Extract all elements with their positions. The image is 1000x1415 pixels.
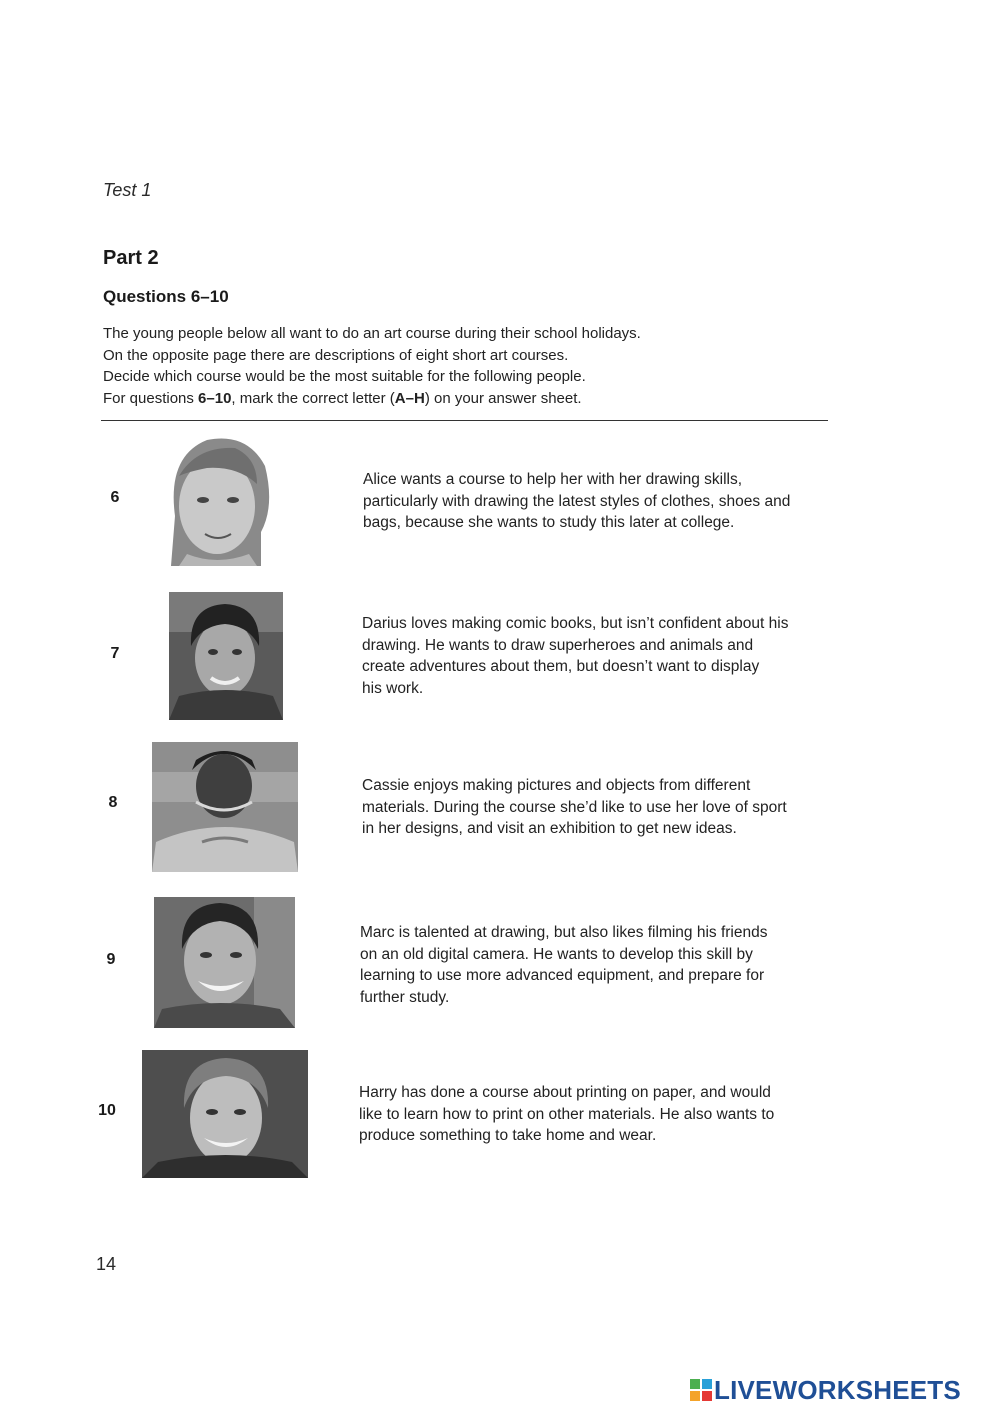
instruction-line: Decide which course would be the most suitable for the following people. <box>103 368 586 385</box>
description-harry <box>359 1082 829 1147</box>
description-line: learning to use more advanced equipment, and prepare for <box>360 967 765 984</box>
liveworksheets-brand[interactable] <box>690 1376 961 1404</box>
person-photo-cassie <box>152 742 298 872</box>
instruction-text: ) on your answer sheet. <box>424 389 582 407</box>
description-line: bags, because she wants to study this later at college. <box>363 514 735 531</box>
description-line: like to learn how to print on other materials. He also wants to <box>359 1105 775 1123</box>
description-line: on an old digital camera. He wants to develop this skill by <box>360 945 753 963</box>
description-line: further study. <box>360 988 450 1006</box>
person-photo-alice <box>157 436 273 566</box>
instruction-text: , mark the correct letter ( <box>231 389 395 407</box>
description-darius <box>362 613 832 699</box>
description-line: Harry has done a course about printing on paper, and would <box>359 1084 771 1101</box>
description-line: Alice wants a course to help her with her drawing skills, <box>363 471 743 488</box>
question-number: 7 <box>110 645 120 662</box>
instruction-line: On the opposite page there are descriptions of eight short art courses. <box>103 346 569 364</box>
description-line: his work. <box>362 679 424 697</box>
description-line: Darius loves making comic books, but isn’t confident about his <box>362 615 789 632</box>
question-number: 9 <box>106 951 116 968</box>
instructions <box>103 323 803 409</box>
description-line: produce something to take home and wear. <box>359 1127 657 1144</box>
description-line: create adventures about them, but doesn’t want to display <box>362 658 760 675</box>
person-photo-harry <box>142 1050 308 1178</box>
instruction-bold-range: 6–10 <box>198 389 232 407</box>
description-line: Cassie enjoys making pictures and objects from different <box>362 777 751 794</box>
question-number: 6 <box>110 489 120 506</box>
description-line: in her designs, and visit an exhibition to get new ideas. <box>362 820 737 837</box>
description-marc <box>360 922 830 1008</box>
instruction-line: The young people below all want to do an art course during their school holidays. <box>103 325 641 342</box>
part-title: Part 2 <box>103 247 159 269</box>
brand-text: LIVEWORKSHEETS <box>714 1374 961 1405</box>
instruction-line-last <box>103 388 803 410</box>
liveworksheets-logo-icon <box>690 1379 712 1401</box>
description-cassie <box>362 775 832 840</box>
questions-title: Questions 6–10 <box>103 287 229 306</box>
page-number: 14 <box>96 1254 117 1274</box>
question-number: 8 <box>108 794 118 811</box>
description-line: materials. During the course she’d like to use her love of sport <box>362 798 787 816</box>
description-alice <box>363 469 833 534</box>
question-number: 10 <box>98 1102 116 1119</box>
instruction-text: For questions <box>103 389 199 407</box>
person-photo-darius <box>169 592 283 720</box>
test-label: Test 1 <box>103 180 152 200</box>
person-photo-marc <box>154 897 295 1028</box>
description-line: drawing. He wants to draw superheroes and animals and <box>362 636 754 654</box>
description-line: particularly with drawing the latest styles of clothes, shoes and <box>363 492 791 510</box>
divider <box>101 420 828 421</box>
instruction-bold-letters: A–H <box>394 389 425 407</box>
description-line: Marc is talented at drawing, but also likes filming his friends <box>360 924 768 941</box>
